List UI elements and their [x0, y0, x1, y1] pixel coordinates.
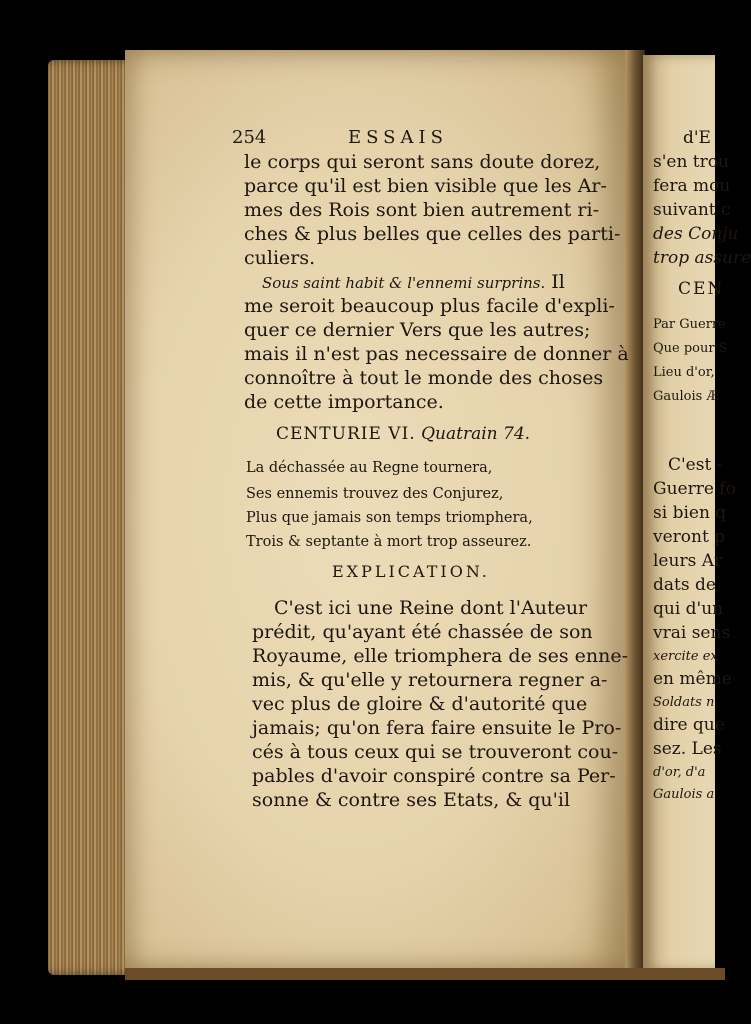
right-page-line: des Conju: [653, 224, 739, 244]
right-page: [643, 55, 751, 970]
text-fragment: Il: [545, 271, 565, 293]
right-page-line: C'est -: [668, 455, 723, 475]
right-page-line: si bien q: [653, 503, 727, 523]
right-page-line: fera mou: [653, 176, 731, 196]
quatrain-label: Quatrain 74.: [421, 424, 531, 444]
right-page-line: s'en trou: [653, 152, 729, 172]
text-line: me seroit beaucoup plus facile d'expli-: [244, 295, 615, 317]
right-page-verse: Que pour S: [653, 341, 728, 356]
right-page-line: d'or, d'a: [653, 765, 706, 780]
text-line: pables d'avoir conspiré contre sa Per-: [252, 765, 616, 787]
right-page-heading: CEN: [678, 279, 725, 299]
right-page-line: sez. Les: [653, 739, 722, 759]
text-line: cés à tous ceux qui se trouveront cou-: [252, 741, 619, 763]
verse-line: Plus que jamais son temps triomphera,: [246, 510, 533, 526]
right-page-line: veront p: [653, 527, 726, 547]
right-page-verse: Par Guerre: [653, 317, 726, 332]
text-line: Royaume, elle triomphera de ses enne-: [252, 645, 629, 667]
text-line: sonne & contre ses Etats, & qu'il: [252, 789, 571, 811]
text-line: mes des Rois sont bien autrement ri-: [244, 199, 599, 221]
right-page-line: dats de: [653, 575, 716, 595]
page-number: 254: [232, 127, 267, 148]
centurie-label: CENTURIE VI.: [276, 424, 416, 444]
right-page-line: dire que: [653, 715, 725, 735]
verse-line: Ses ennemis trouvez des Conjurez,: [246, 486, 504, 502]
text-line: de cette importance.: [244, 391, 444, 413]
text-line: quer ce dernier Vers que les autres;: [244, 319, 591, 341]
right-page-line: en même: [653, 669, 732, 689]
right-page-line: Guerre fo: [653, 479, 736, 499]
text-line: connoître à tout le monde des choses: [244, 367, 604, 389]
right-page-verse: Lieu d'or,: [653, 365, 715, 380]
verse-line: Trois & septante à mort trop asseurez.: [246, 534, 532, 550]
running-title: ESSAIS: [348, 127, 448, 148]
text-line: parce qu'il est bien visible que les Ar-: [244, 175, 607, 197]
text-line: mais il n'est pas necessaire de donner à: [244, 343, 629, 365]
right-page-line: Gaulois a: [653, 787, 715, 802]
left-page-text: [232, 0, 629, 1024]
right-page-line: qui d'un: [653, 599, 724, 619]
text-line: le corps qui seront sans doute dorez,: [244, 151, 601, 173]
right-page-line: Soldats n: [653, 695, 715, 710]
text-line: jamais; qu'on fera faire ensuite le Pro-: [252, 717, 622, 739]
right-page-verse: Gaulois Æ: [653, 389, 720, 404]
right-page-line: vrai sens: [653, 623, 731, 643]
right-page-line: suivant c: [653, 200, 731, 220]
book-gutter: [625, 50, 645, 970]
quoted-verse: Sous saint habit & l'ennemi surprins.: [262, 274, 546, 292]
right-page-line: leurs Ar: [653, 551, 723, 571]
text-line: culiers.: [244, 247, 316, 269]
quote-line: [262, 270, 565, 295]
explication-heading: EXPLICATION.: [332, 562, 490, 581]
verse-line: La déchassée au Regne tournera,: [246, 460, 493, 476]
right-page-line: trop assure: [653, 248, 751, 268]
text-line: prédit, qu'ayant été chassée de son: [252, 621, 593, 643]
section-heading: [276, 422, 530, 446]
text-line: mis, & qu'elle y retournera regner a-: [252, 669, 608, 691]
right-page-line: d'E: [683, 128, 711, 148]
text-line: ches & plus belles que celles des parti-: [244, 223, 621, 245]
text-line: vec plus de gloire & d'autorité que: [252, 693, 588, 715]
text-line: C'est ici une Reine dont l'Auteur: [274, 597, 588, 619]
right-page-line: xercite ex: [653, 649, 718, 664]
